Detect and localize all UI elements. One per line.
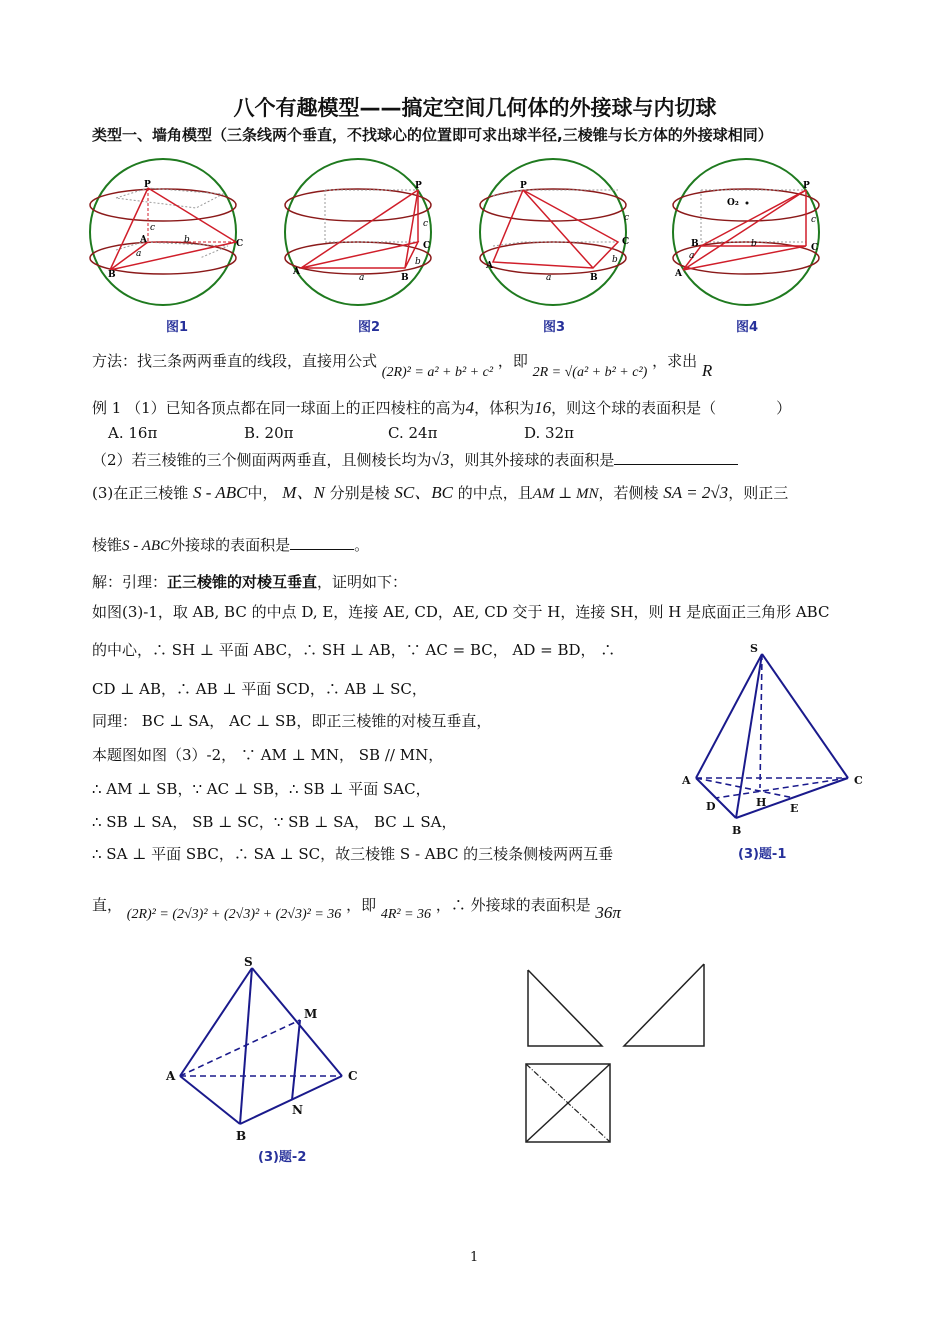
svg-text:c: c bbox=[150, 223, 156, 233]
cube-corner-diagram bbox=[520, 960, 720, 1150]
figure-3-2 bbox=[160, 950, 370, 1150]
svg-text:P: P bbox=[803, 181, 810, 191]
svg-text:C: C bbox=[236, 239, 244, 249]
svg-text:A: A bbox=[166, 1069, 176, 1083]
svg-text:A: A bbox=[140, 235, 147, 245]
figure-2-caption: 图2 bbox=[358, 320, 381, 335]
svg-text:B: B bbox=[108, 270, 116, 280]
solution-line-7: ∴ AM ⊥ SB，∵ AC ⊥ SB，∴ SB ⊥ 平面 SAC， bbox=[92, 780, 431, 798]
svg-text:S: S bbox=[750, 642, 758, 655]
svg-text:c: c bbox=[811, 215, 817, 225]
svg-text:a: a bbox=[689, 251, 695, 261]
svg-text:A: A bbox=[675, 269, 682, 279]
figure-1 bbox=[90, 159, 243, 305]
svg-text:N: N bbox=[292, 1103, 303, 1117]
svg-text:C: C bbox=[423, 241, 431, 251]
svg-text:E: E bbox=[790, 802, 799, 815]
figure-3-1-caption: (3)题-1 bbox=[738, 847, 787, 862]
figure-3-2-caption: (3)题-2 bbox=[258, 1150, 307, 1165]
svg-text:b: b bbox=[184, 235, 190, 245]
svg-text:c: c bbox=[624, 213, 630, 223]
solution-line-10: 直， (2R)² = (2√3)² + (2√3)² + (2√3)² = 36 ，即 4R² = 36 ，∴ 外接球的表面积是 36π bbox=[92, 896, 621, 922]
svg-text:b: b bbox=[612, 255, 618, 265]
option-d: D. 32π bbox=[524, 424, 574, 442]
svg-text:a: a bbox=[359, 273, 365, 283]
svg-text:B: B bbox=[236, 1129, 247, 1143]
svg-text:a: a bbox=[546, 273, 552, 283]
svg-text:A: A bbox=[682, 774, 691, 787]
solution-line-8: ∴ SB ⊥ SA， SB ⊥ SC，∵ SB ⊥ SA， BC ⊥ SA， bbox=[92, 813, 457, 831]
svg-text:C: C bbox=[348, 1069, 358, 1083]
svg-text:c: c bbox=[423, 219, 429, 229]
svg-text:A: A bbox=[293, 267, 300, 277]
option-c: C. 24π bbox=[388, 424, 438, 442]
figure-3-1 bbox=[676, 640, 866, 860]
svg-text:O₂: O₂ bbox=[727, 198, 739, 208]
svg-text:S: S bbox=[244, 955, 253, 969]
svg-text:M: M bbox=[304, 1007, 318, 1021]
page-title: 八个有趣模型——搞定空间几何体的外接球与内切球 bbox=[233, 96, 717, 120]
svg-text:B: B bbox=[732, 824, 742, 837]
svg-text:B: B bbox=[691, 239, 699, 249]
svg-text:C: C bbox=[622, 237, 630, 247]
solution-line-3: 的中心，∴ SH ⊥ 平面 ABC，∴ SH ⊥ AB，∵ AC = BC， AD = BD， ∴ bbox=[92, 641, 616, 659]
solution-line-6: 本题图如图（3）-2， ∵ AM ⊥ MN， SB // MN， bbox=[92, 746, 444, 764]
svg-text:C: C bbox=[811, 243, 819, 253]
svg-text:B: B bbox=[590, 273, 598, 283]
solution-line-4: CD ⊥ AB，∴ AB ⊥ 平面 SCD，∴ AB ⊥ SC， bbox=[92, 680, 427, 698]
svg-text:D: D bbox=[706, 800, 716, 813]
figure-3-caption: 图3 bbox=[543, 320, 566, 335]
solution-line-5: 同理： BC ⊥ SA， AC ⊥ SB，即正三棱锥的对棱互垂直， bbox=[92, 712, 492, 730]
example-1-question: 例 1 （1）已知各顶点都在同一球面上的正四棱柱的高为4，体积为16，则这个球的表面积是（ ） bbox=[92, 398, 792, 417]
option-b: B. 20π bbox=[244, 424, 294, 442]
figure-4 bbox=[673, 159, 819, 305]
method-line: 方法：找三条两两垂直的线段，直接用公式 (2R)² = a² + b² + c² ，即 2R = √(a² + b² + c²) ，求出 R bbox=[92, 352, 713, 380]
svg-text:B: B bbox=[401, 273, 409, 283]
figure-4-caption: 图4 bbox=[736, 320, 759, 335]
solution-line-9: ∴ SA ⊥ 平面 SBC，∴ SA ⊥ SC，故三棱锥 S - ABC 的三棱条侧棱两两互垂 bbox=[92, 845, 614, 863]
svg-text:C: C bbox=[854, 774, 863, 787]
solution-line-2: 如图(3)-1，取 AB, BC 的中点 D, E，连接 AE, CD，AE, CD 交于 H，连接 SH，则 H 是底面正三角形 ABC bbox=[92, 603, 830, 621]
page-number: 1 bbox=[470, 1250, 479, 1265]
svg-text:P: P bbox=[415, 181, 422, 191]
label-P: P bbox=[144, 180, 151, 190]
option-a: A. 16π bbox=[108, 424, 158, 442]
solution-intro: 解：引理：正三棱锥的对棱互垂直，证明如下： bbox=[92, 573, 408, 591]
question-3-line1: (3)在正三棱锥 S - ABC中， M、N 分别是棱 SC、BC 的中点，且AM ⊥ MN，若侧棱 SA = 2√3，则正三 bbox=[92, 483, 789, 502]
svg-text:H: H bbox=[756, 796, 767, 809]
figure-1-caption: 图1 bbox=[166, 320, 189, 335]
svg-text:P: P bbox=[520, 181, 527, 191]
svg-text:b: b bbox=[751, 239, 757, 249]
figure-2 bbox=[285, 159, 431, 305]
sphere-figures bbox=[88, 150, 868, 335]
figure-3 bbox=[480, 159, 629, 305]
svg-text:a: a bbox=[136, 249, 142, 259]
question-2: （2）若三棱锥的三个侧面两两垂直，且侧棱长均为√3，则其外接球的表面积是 bbox=[92, 449, 738, 470]
question-3-line2: 棱锥S - ABC外接球的表面积是 。 bbox=[92, 536, 370, 554]
svg-text:A: A bbox=[486, 261, 493, 271]
svg-text:b: b bbox=[415, 257, 421, 267]
section-subtitle: 类型一、墙角模型（三条线两个垂直，不找球心的位置即可求出球半径,三棱锥与长方体的外接球相同） bbox=[92, 126, 773, 144]
